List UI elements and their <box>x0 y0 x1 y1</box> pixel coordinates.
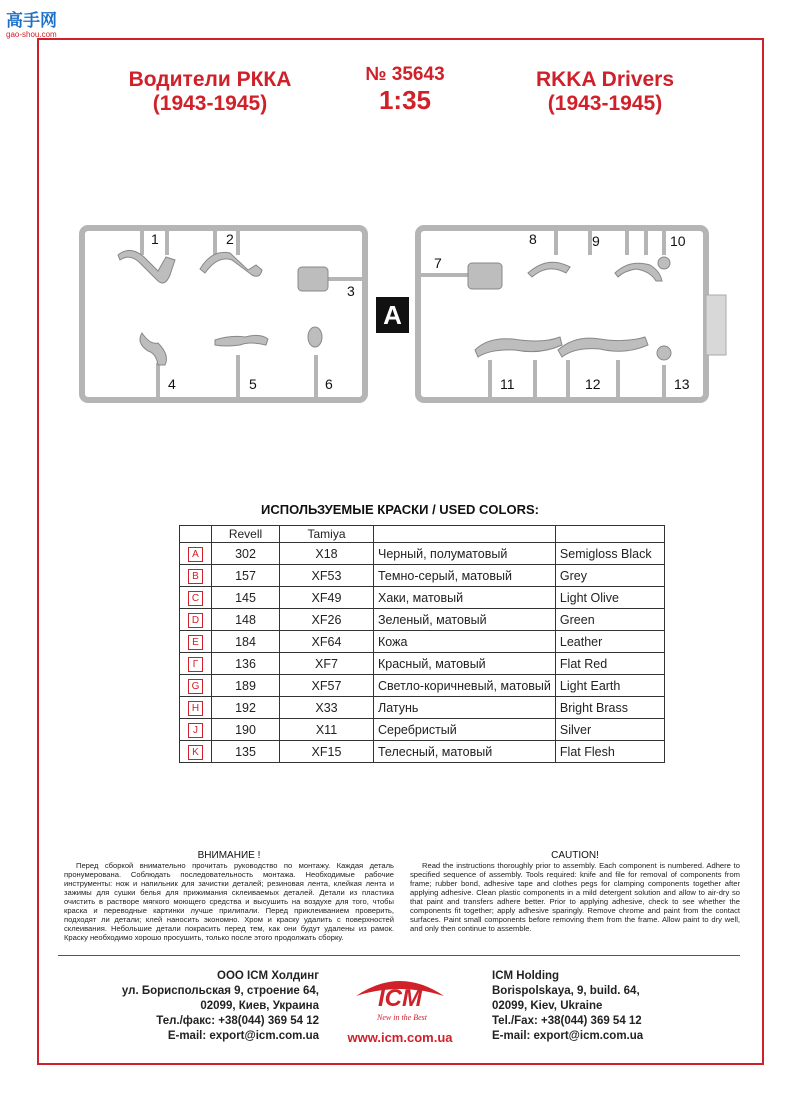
table-row <box>180 587 665 609</box>
part-2-shape <box>200 252 262 276</box>
part-1-shape <box>118 250 175 283</box>
color-tamiya: XF64 <box>280 631 374 653</box>
part-label-11: 11 <box>500 376 515 392</box>
color-revell: 148 <box>212 609 280 631</box>
color-code: E <box>188 635 203 650</box>
address-en-line: Borispolskaya, 9, build. 64, <box>492 985 640 997</box>
icm-website[interactable]: www.icm.com.ua <box>347 1030 453 1045</box>
col-ru <box>374 526 556 543</box>
color-name-en: Flat Flesh <box>555 741 664 763</box>
color-tamiya: XF15 <box>280 741 374 763</box>
color-tamiya: X11 <box>280 719 374 741</box>
color-name-ru: Черный, полуматовый <box>374 543 556 565</box>
color-tamiya: XF53 <box>280 565 374 587</box>
title-ru-line1: Водители РККА <box>128 68 292 91</box>
table-row <box>180 631 665 653</box>
part-label-12: 12 <box>585 376 601 392</box>
part-label-9: 9 <box>592 233 600 249</box>
part-label-4: 4 <box>168 376 176 392</box>
color-name-en: Leather <box>555 631 664 653</box>
footer-divider <box>58 955 740 956</box>
address-ru <box>100 969 319 1044</box>
part-label-8: 8 <box>529 231 537 247</box>
caution-ru-text: Перед сборкой внимательно прочитать руководство по монтажу. Каждая деталь пронумерована. Соблюдать последовательность монтажа. Необходимые рабочие инструменты: нож и напильник для зачистки деталей; резиновая лента, клейкая лента и зажимы для сушки белья для прижимания склеиваемых деталей. Детали из пластика очистить в растворе мягкого моющего средства и высушить на воздухе для того, чтобы краска и переводные картинки лучше прилипали. Перед приклеиванием проверить, подходят ли детали; клей наносить экономно. Хром и краску удалить с поверхностей склеивания. Небольшие детали покрасить перед тем, как они будут удалены из рамок. Краску необходимо хорошо просушить, только после этого продолжать сборку. <box>64 861 394 942</box>
part-6-shape <box>308 327 322 347</box>
color-name-en: Bright Brass <box>555 697 664 719</box>
color-revell: 135 <box>212 741 280 763</box>
part-label-13: 13 <box>674 376 690 392</box>
color-code: A <box>188 547 203 562</box>
watermark-url: gao-shou.com <box>6 30 57 39</box>
part-7-shape <box>468 263 502 289</box>
address-en <box>492 969 722 1044</box>
color-name-ru: Серебристый <box>374 719 556 741</box>
caution-ru <box>64 850 394 942</box>
color-tamiya: XF26 <box>280 609 374 631</box>
color-code: G <box>188 679 203 694</box>
address-ru-line: 02099, Киев, Украина <box>200 1000 319 1012</box>
table-row <box>180 719 665 741</box>
color-tamiya: XF49 <box>280 587 374 609</box>
color-name-en: Grey <box>555 565 664 587</box>
part-label-3: 3 <box>347 283 355 299</box>
part-5-shape <box>215 335 268 346</box>
table-row <box>180 741 665 763</box>
color-name-en: Flat Red <box>555 653 664 675</box>
color-revell: 136 <box>212 653 280 675</box>
caution-ru-title: ВНИМАНИЕ ! <box>197 850 261 861</box>
title-ru-line2: (1943-1945) <box>152 92 268 115</box>
col-code <box>180 526 212 543</box>
color-revell: 192 <box>212 697 280 719</box>
color-name-ru: Телесный, матовый <box>374 741 556 763</box>
address-ru-line: ул. Бориспольская 9, строение 64, <box>121 985 319 997</box>
color-name-ru: Латунь <box>374 697 556 719</box>
table-row <box>180 675 665 697</box>
title-en-line1: RKKA Drivers <box>535 68 675 91</box>
color-revell: 184 <box>212 631 280 653</box>
table-row <box>180 653 665 675</box>
kit-number: № 35643 <box>365 64 445 85</box>
part-3-shape <box>298 267 328 291</box>
color-name-ru: Зеленый, матовый <box>374 609 556 631</box>
color-code: C <box>188 591 203 606</box>
color-tamiya: X18 <box>280 543 374 565</box>
color-name-en: Light Olive <box>555 587 664 609</box>
address-en-line: E-mail: export@icm.com.ua <box>492 1030 644 1042</box>
address-en-line: Tel./Fax: +38(044) 369 54 12 <box>492 1015 642 1027</box>
color-tamiya: X33 <box>280 697 374 719</box>
color-revell: 190 <box>212 719 280 741</box>
caution-en-text: Read the instructions thoroughly prior to assembly. Each component is numbered. Adhere to specified sequence of assembly. Tools required: knife and file for removal of components from frame; rubber bond, adhesive tape and clothes pegs for clamping components together after applying adhesive. Clean plastic components in a mild detergent solution and allow to air-dry so that paint and transfers adhere better. Prior to applying adhesive, check to see whether the components fit together; apply adhesive sparingly. Remove chrome and paint from the contact surfaces. Paint small components before removing them from the frame. Allow paint to dry well, and only then continue to assemble. <box>410 861 740 933</box>
table-row <box>180 609 665 631</box>
part-label-2: 2 <box>226 231 234 247</box>
color-name-ru: Светло-коричневый, матовый <box>374 675 556 697</box>
address-en-line: 02099, Kiev, Ukraine <box>492 1000 603 1012</box>
part-label-7: 7 <box>434 255 442 271</box>
colors-header-row <box>180 526 665 543</box>
color-code: D <box>188 613 203 628</box>
colors-heading: ИСПОЛЬЗУЕМЫЕ КРАСКИ / USED COLORS: <box>261 502 539 517</box>
color-name-en: Green <box>555 609 664 631</box>
color-revell: 145 <box>212 587 280 609</box>
caution-en <box>410 850 740 933</box>
table-row <box>180 565 665 587</box>
address-ru-line: ООО ICM Холдинг <box>217 970 319 982</box>
color-code: J <box>188 723 203 738</box>
part-9-shape <box>615 263 662 281</box>
part-label-5: 5 <box>249 376 257 392</box>
color-revell: 302 <box>212 543 280 565</box>
color-name-en: Light Earth <box>555 675 664 697</box>
title-en-line2: (1943-1945) <box>547 92 663 115</box>
col-tamiya: Tamiya <box>280 526 374 543</box>
part-label-1: 1 <box>151 231 159 247</box>
color-code: Г <box>188 657 203 672</box>
color-name-ru: Темно-серый, матовый <box>374 565 556 587</box>
sprue-tab <box>706 295 726 355</box>
col-en <box>555 526 664 543</box>
kit-scale: 1:35 <box>378 85 432 115</box>
color-name-en: Semigloss Black <box>555 543 664 565</box>
icm-logo-text: ICM <box>378 985 422 1012</box>
color-revell: 189 <box>212 675 280 697</box>
color-name-ru: Кожа <box>374 631 556 653</box>
part-label-10: 10 <box>670 233 686 249</box>
color-code: H <box>188 701 203 716</box>
sprue-letter-badge: A <box>376 297 409 333</box>
color-tamiya: XF7 <box>280 653 374 675</box>
color-revell: 157 <box>212 565 280 587</box>
address-ru-line: Тел./факс: +38(044) 369 54 12 <box>156 1015 319 1027</box>
title-en <box>495 68 715 116</box>
part-13-shape <box>657 346 671 360</box>
part-8-shape <box>528 262 570 277</box>
part-label-6: 6 <box>325 376 333 392</box>
address-ru-line: E-mail: export@icm.com.ua <box>167 1030 319 1042</box>
icm-logo-slogan: New in the Best <box>377 1013 427 1022</box>
colors-table <box>179 525 665 763</box>
watermark-logo <box>4 6 74 40</box>
caution-en-title: CAUTION! <box>551 850 599 861</box>
table-row <box>180 543 665 565</box>
part-10-shape <box>658 257 670 269</box>
part-12-shape <box>558 337 648 357</box>
color-tamiya: XF57 <box>280 675 374 697</box>
icm-logo <box>350 972 450 1026</box>
part-11-shape <box>475 337 562 357</box>
title-ru <box>100 68 320 116</box>
color-code: B <box>188 569 203 584</box>
color-name-ru: Красный, матовый <box>374 653 556 675</box>
part-4-shape <box>140 333 166 365</box>
table-row <box>180 697 665 719</box>
address-en-line: ICM Holding <box>492 970 560 982</box>
color-name-ru: Хаки, матовый <box>374 587 556 609</box>
color-name-en: Silver <box>555 719 664 741</box>
color-code: K <box>188 745 203 760</box>
col-revell: Revell <box>212 526 280 543</box>
watermark-logo-text: 高手网 <box>6 11 57 31</box>
